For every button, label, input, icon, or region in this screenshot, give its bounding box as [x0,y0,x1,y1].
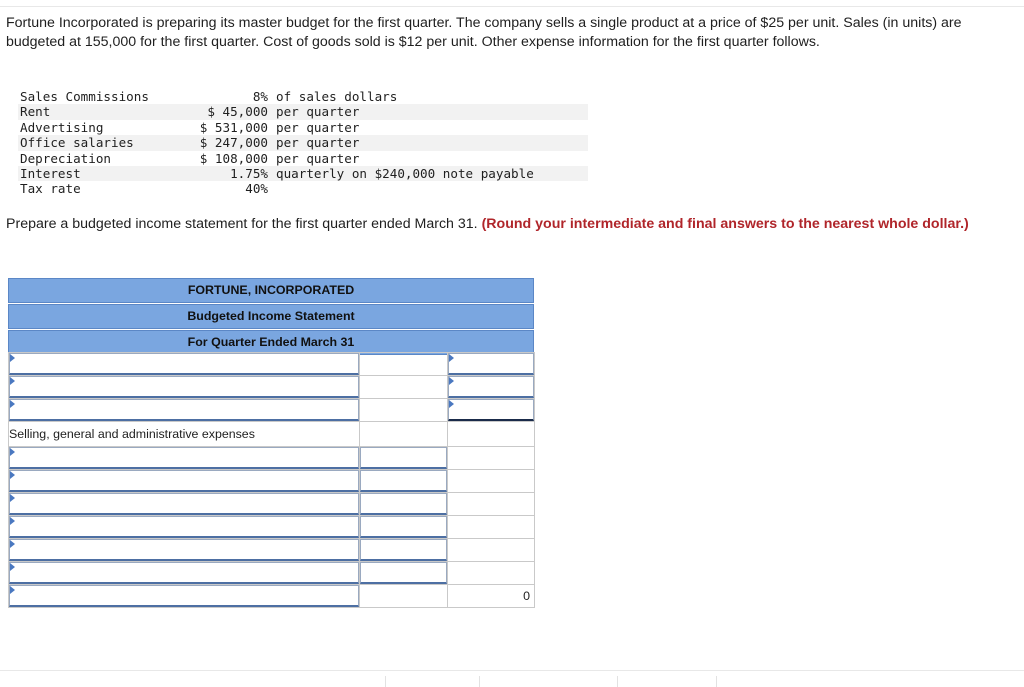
empty-cell [448,539,535,562]
statement-row [9,470,535,493]
statement-row [9,585,535,608]
expense-amount: 40% [245,181,268,197]
statement-row [9,376,535,399]
line-item-select[interactable] [9,585,359,607]
expense-amount-input[interactable] [360,493,447,515]
empty-cell [448,516,535,539]
line-item-select[interactable] [9,539,359,561]
expense-row [18,104,588,119]
expense-row [18,135,588,150]
expense-label: Office salaries [18,135,172,150]
expense-note: per quarter [276,119,360,135]
amount-input[interactable] [448,399,534,421]
question-prompt [6,215,1006,234]
statement-title: Budgeted Income Statement [8,304,534,329]
sga-label: Selling, general and administrative expenses [9,422,360,447]
expense-amount: 1.75% [172,166,274,181]
amount-input[interactable] [448,353,534,375]
expense-note: quarterly on $240,000 note payable [274,166,588,181]
expense-amount-input[interactable] [360,447,447,469]
expense-label: Advertising [20,119,104,135]
statement-row [9,516,535,539]
tick [716,676,717,687]
income-statement-header [8,278,534,356]
empty-cell [448,422,535,447]
empty-cell [448,470,535,493]
intro-text: Fortune Incorporated is preparing its master budget for the first quarter. The company sells a single product at a price of $25 per unit. Sales (in units) are budgeted at 155,000 for the first quarter. Cost of goods sold is $12 per unit. Other expense information for the first quarter follows. [6,15,962,50]
empty-cell [448,447,535,470]
expense-amount: $ 531,000 [199,119,268,135]
income-statement-grid [8,352,535,608]
expense-info-table [18,89,588,197]
amount-input[interactable] [448,376,534,398]
line-item-select[interactable] [9,353,359,375]
expense-amount-input[interactable] [360,562,447,584]
empty-cell [448,562,535,585]
line-item-select[interactable] [9,447,359,469]
expense-amount-input[interactable] [360,470,447,492]
expense-label: Depreciation [20,150,111,166]
empty-cell [360,353,448,376]
expense-row [18,89,588,104]
empty-cell [448,493,535,516]
statement-row [9,562,535,585]
expense-row [18,151,588,166]
empty-cell [360,585,448,608]
line-item-select[interactable] [9,470,359,492]
problem-intro [6,14,1006,52]
rounding-instruction: (Round your intermediate and final answers to the nearest whole dollar.) [481,216,969,232]
tick [385,676,386,687]
computed-total: 0 [448,585,535,608]
expense-amount: $ 247,000 [172,135,274,150]
statement-row [9,493,535,516]
statement-row [9,539,535,562]
expense-row [18,166,588,181]
line-item-select[interactable] [9,516,359,538]
expense-note: per quarter [274,104,588,119]
expense-note: of sales dollars [276,89,398,104]
expense-amount: $ 45,000 [172,104,274,119]
line-item-select[interactable] [9,399,359,421]
expense-label: Sales Commissions [20,89,149,104]
expense-note: per quarter [276,150,360,166]
statement-row [9,447,535,470]
statement-period: For Quarter Ended March 31 [8,330,534,355]
expense-note: per quarter [274,135,588,150]
statement-row [9,399,535,422]
expense-note [274,181,588,196]
expense-amount: 8% [252,89,268,104]
top-divider [0,6,1024,7]
line-item-select[interactable] [9,493,359,515]
expense-label: Tax rate [20,181,81,197]
expense-amount: $ 108,000 [199,150,268,166]
bottom-divider [0,670,1024,671]
question-text: Prepare a budgeted income statement for the first quarter ended March 31. [6,216,478,232]
statement-row [9,353,535,376]
empty-cell [360,422,448,447]
expense-row [18,181,588,196]
empty-cell [360,399,448,422]
company-name: FORTUNE, INCORPORATED [8,278,534,303]
tick [617,676,618,687]
tick [479,676,480,687]
line-item-select[interactable] [9,562,359,584]
line-item-select[interactable] [9,376,359,398]
statement-row [9,422,535,447]
expense-label: Rent [18,104,172,119]
expense-row [18,120,588,135]
expense-amount-input[interactable] [360,539,447,561]
expense-label: Interest [18,166,172,181]
empty-cell [360,376,448,399]
expense-amount-input[interactable] [360,516,447,538]
